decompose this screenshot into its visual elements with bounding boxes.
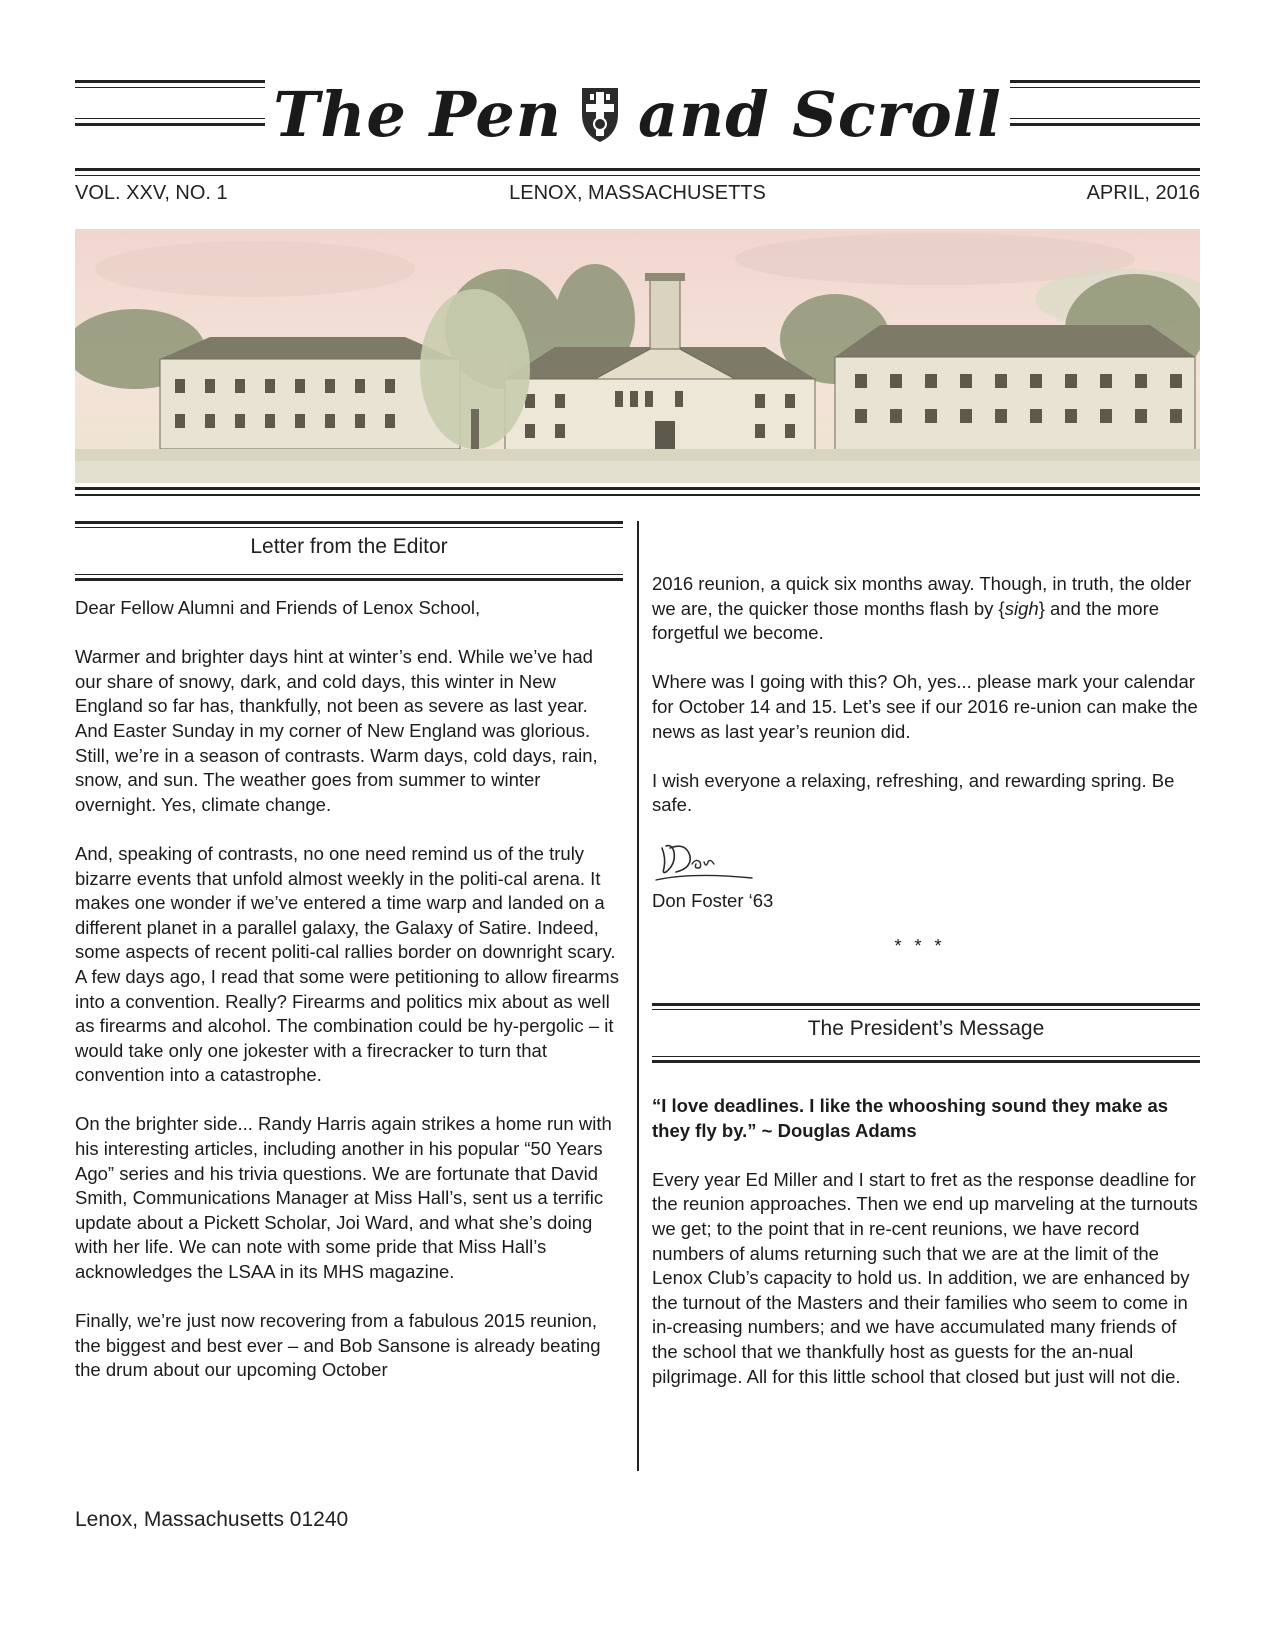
title-words-1: The Pen xyxy=(273,77,562,151)
editor-section-header xyxy=(75,521,623,581)
masthead-rules-left xyxy=(75,78,265,138)
editor-heading: Letter from the Editor xyxy=(250,535,448,558)
president-message-column xyxy=(652,1094,1200,1389)
continued-text-italic: sigh xyxy=(1004,597,1039,619)
dateline-location: LENOX, MASSACHUSETTS xyxy=(509,182,766,204)
editor-paragraph: On the brighter side... Randy Harris again strikes a home run with his interesting articles, including another in his popular “50 Years Ago” series and his trivia questions. We are fortunate that David Smith, Communications Manager at Miss Hall’s, sent us a terrific update about a Pickett Scholar, Joi Ward, and what she’s doing with her life. We can note with some pride that Miss Hall’s acknowledges the LSAA in its MHS magazine. xyxy=(75,1113,612,1283)
editor-letter-continued xyxy=(652,572,1200,818)
volume-number: VOL. XXV, NO. 1 xyxy=(75,182,228,204)
continued-text-post: } and the more forgetful we become. xyxy=(652,597,1160,644)
editor-salutation: Dear Fellow Alumni and Friends of Lenox School, xyxy=(75,597,481,618)
footer-address: Lenox, Massachusetts 01240 xyxy=(75,1508,349,1531)
title-words-2: and Scroll xyxy=(637,77,1002,151)
banner-rule xyxy=(75,487,1200,496)
continued-text-pre: 2016 reunion, a quick six months away. Though, in truth, the older we are, the quicker those months flash by { xyxy=(652,573,1192,619)
editor-letter-column xyxy=(75,596,623,1383)
editor-signoff: Don Foster ‘63 xyxy=(652,890,774,911)
editor-paragraph: Warmer and brighter days hint at winter’s end. While we’ve had our share of snowy, dark, and cold days, this winter in New England so far has, thankfully, not been as severe as last year. And Easter Sunday in my corner of New England was glorious. Still, we’re in a season of contrasts. Warm days, cold days, rain, snow, and sun. The weather goes from summer to winter overnight. Yes, climate change. xyxy=(75,646,598,815)
masthead xyxy=(75,72,1200,156)
editor-paragraph-reunion-dates: Where was I going with this? Oh, yes... please mark your calendar for October 14 and 15. Let’s see if our 2016 re-union can make the news as last year’s reunion did. xyxy=(652,671,1198,742)
dateline xyxy=(75,182,1200,212)
president-quote: “I love deadlines. I like the whooshing sound they make as they fly by.” ~ Douglas Adams xyxy=(652,1095,1169,1141)
school-building-illustration xyxy=(75,229,1200,483)
editor-paragraph-continued xyxy=(652,572,1200,646)
editor-paragraph: Finally, we’re just now recovering from a fabulous 2015 reunion, the biggest and best ever – and Bob Sansone is already beating the drum about our upcoming October xyxy=(75,1310,601,1381)
column-divider xyxy=(637,521,639,1471)
crest-icon xyxy=(576,84,624,144)
newspaper-title xyxy=(265,72,1010,156)
issue-date: APRIL, 2016 xyxy=(1086,182,1200,204)
editor-paragraph-closing: I wish everyone a relaxing, refreshing, and rewarding spring. Be safe. xyxy=(652,769,1175,816)
president-section-header xyxy=(652,1003,1200,1063)
editor-paragraph: And, speaking of contrasts, no one need remind us of the truly bizarre events that unfold almost weekly in the politi-cal arena. It makes one wonder if we’ve entered a time warp and landed on a different planet in a parallel galaxy, the Galaxy of Satire. Indeed, some aspects of recent politi-cal rallies border on downright scary. A few days ago, I read that some were petitioning to allow firearms into a convention. Really? Firearms and politics mix about as well as firearms and alcohol. The combination could be hy-pergolic – it would take only one jokester with a firecracker to turn that convention into a catastrophe. xyxy=(75,842,619,1086)
masthead-rules-right xyxy=(1010,78,1200,138)
president-paragraph: Every year Ed Miller and I start to fret as the response deadline for the reunion approaches. Then we end up marveling at the turnouts we get; to the point that in re-cent reunions, we have record numbers of alums returning such that we are at the limit of the Lenox Club’s capacity to hold us. In addition, we are enhanced by the turnout of the Masters and their families who seem to come in in-creasing numbers; and we have accumulated many friends of the school that we thankfully host as guests for the an-nual pilgrimage. All for this little school that closed but just will not die. xyxy=(652,1168,1198,1387)
section-separator: * * * xyxy=(894,936,946,956)
president-heading: The President’s Message xyxy=(807,1017,1045,1040)
handwritten-signature xyxy=(652,838,762,886)
dateline-rule xyxy=(75,168,1200,176)
